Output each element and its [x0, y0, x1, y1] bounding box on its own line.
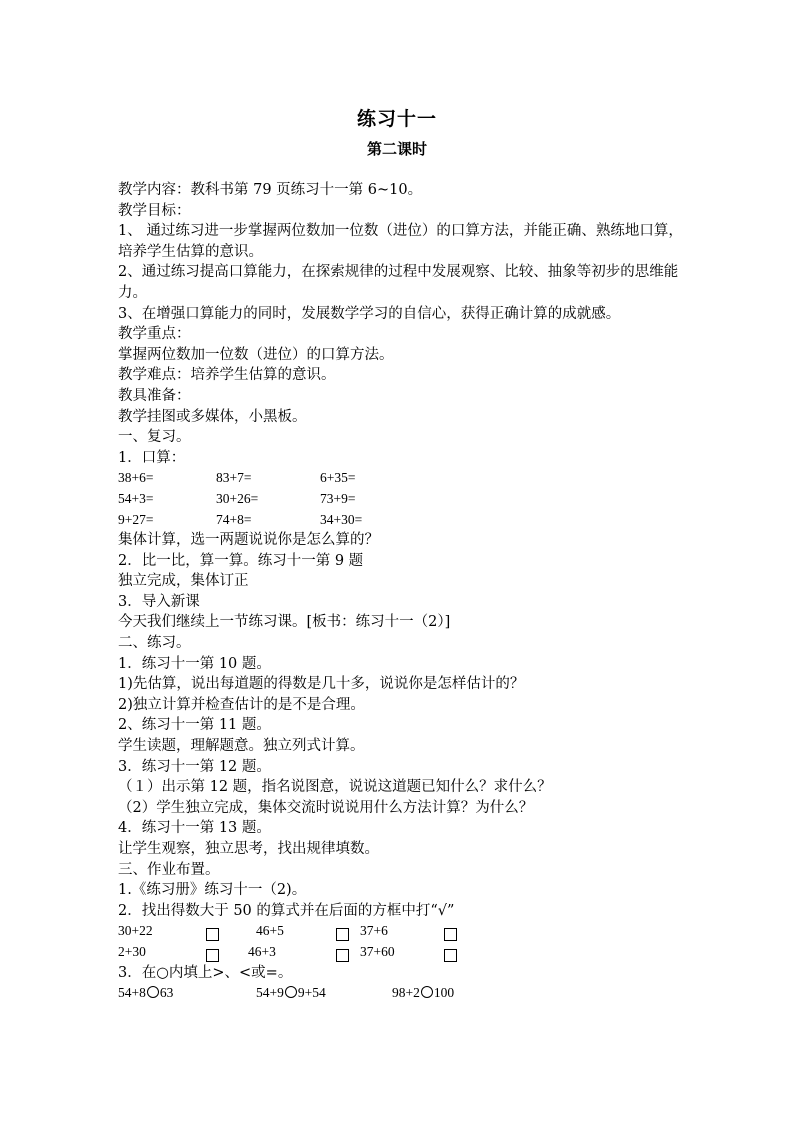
circle-icon	[285, 986, 297, 998]
calc-item: 83+7=	[216, 470, 252, 486]
section-heading: 一、复习。	[118, 429, 191, 446]
checkbox-square-icon	[444, 949, 457, 962]
check-row	[118, 921, 688, 942]
checkbox-square-icon	[444, 928, 457, 941]
section-heading: 三、作业布置。	[118, 861, 220, 878]
check-item: 46+5	[256, 923, 284, 939]
text-line: 2．找出得数大于 50 的算式并在后面的方框中打“√”	[118, 902, 455, 919]
compare-left: 54+9	[256, 985, 284, 1001]
check-row	[118, 942, 688, 963]
text-line: 2．比一比，算一算。练习十一第 9 题	[118, 552, 364, 569]
section-heading: 二、练习。	[118, 635, 191, 652]
page-subtitle: 第二课时	[366, 140, 427, 158]
text-line: 4．练习十一第 13 题。	[118, 820, 271, 837]
text-line: （2）学生独立完成，集体交流时说说用什么方法计算？为什么？	[118, 799, 534, 816]
text-line: 教学重点：	[118, 326, 191, 343]
check-item: 37+60	[360, 943, 395, 959]
compare-item	[256, 983, 326, 1004]
circle-icon	[421, 986, 433, 998]
compare-item	[392, 983, 454, 1004]
calc-item: 73+9=	[320, 490, 356, 506]
text-line: 1.《练习册》练习十一（2)。	[118, 882, 307, 899]
text-line: 教学目标：	[118, 202, 191, 219]
text-line: 教具准备：	[118, 387, 191, 404]
lesson-content	[118, 180, 688, 1004]
text-line: 2)独立计算并检查估计的是不是合理。	[118, 696, 365, 713]
compare-right: 9+54	[297, 985, 326, 1001]
checkbox-square-icon	[336, 928, 349, 941]
text-line: 1．口算：	[118, 449, 186, 466]
calc-item: 54+3=	[118, 490, 154, 506]
oral-calc-row	[118, 489, 688, 510]
calc-item: 9+27=	[118, 511, 154, 527]
check-item: 30+22	[118, 923, 153, 939]
calc-item: 30+26=	[216, 490, 259, 506]
page-title: 练习十一	[356, 108, 437, 130]
text-line: 独立完成，集体订正	[118, 573, 249, 590]
text-line: 掌握两位数加一位数（进位）的口算方法。	[118, 346, 394, 363]
text-line: 学生读题，理解题意。独立列式计算。	[118, 738, 365, 755]
compare-row	[118, 983, 688, 1004]
text-line: 2、练习十一第 11 题。	[118, 717, 271, 734]
check-item: 2+30	[118, 943, 146, 959]
text-line: 教学难点：培养学生估算的意识。	[118, 367, 336, 384]
text-line: 集体计算，选一两题说说你是怎么算的？	[118, 532, 379, 549]
calc-item: 6+35=	[320, 470, 356, 486]
text-line: 今天我们继续上一节练习课。[板书：练习十一（2）]	[118, 614, 451, 631]
check-item: 46+3	[248, 943, 276, 959]
compare-item	[118, 983, 173, 1004]
text-line: 3．练习十一第 12 题。	[118, 758, 271, 775]
oral-calc-row	[118, 510, 688, 531]
text-paragraph: 1、 通过练习进一步掌握两位数加一位数（进位）的口算方法，并能正确、熟练地口算，培养学生估算的意识。	[118, 223, 683, 260]
text-paragraph: 2、通过练习提高口算能力，在探索规律的过程中发展观察、比较、抽象等初步的思维能力。	[118, 264, 679, 301]
checkbox-square-icon	[206, 928, 219, 941]
text-line: 1．练习十一第 10 题。	[118, 655, 271, 672]
text-line: 让学生观察，独立思考，找出规律填数。	[118, 841, 379, 857]
checkbox-square-icon	[336, 949, 349, 962]
compare-right: 63	[159, 985, 174, 1001]
text-line: 3．在○内填上>、<或=。	[118, 964, 293, 981]
text-line: 教学内容：教科书第 79 页练习十一第 6~10。	[118, 182, 423, 198]
calc-item: 38+6=	[118, 470, 154, 486]
compare-left: 54+8	[118, 985, 146, 1001]
calc-item: 74+8=	[216, 511, 252, 527]
check-item: 37+6	[360, 923, 388, 939]
text-line: 3．导入新课	[118, 593, 200, 610]
calc-item: 34+30=	[320, 511, 363, 527]
text-line: 教学挂图或多媒体，小黑板。	[118, 408, 307, 425]
text-line: 3、在增强口算能力的同时，发展数学学习的自信心，获得正确计算的成就感。	[118, 305, 621, 322]
text-line: 1)先估算，说出每道题的得数是几十多，说说你是怎样估计的？	[118, 676, 525, 693]
oral-calc-row	[118, 468, 688, 489]
compare-left: 98+2	[392, 985, 420, 1001]
compare-right: 100	[433, 985, 455, 1001]
circle-icon	[147, 986, 159, 998]
checkbox-square-icon	[206, 949, 219, 962]
text-line: （１）出示第 12 题，指名说图意，说说这道题已知什么？求什么？	[118, 779, 552, 796]
